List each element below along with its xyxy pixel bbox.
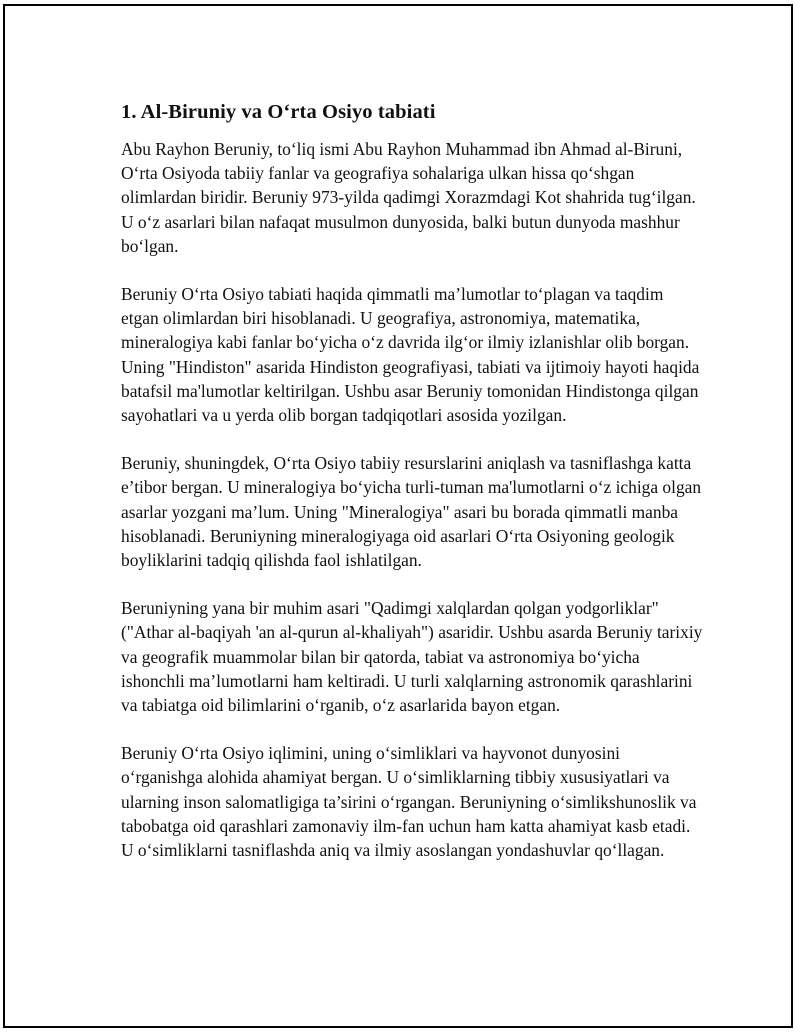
document-body: [121, 98, 703, 886]
page-frame: [3, 4, 793, 1028]
paragraph-3: Beruniy, shuningdek, O‘rta Osiyo tabiiy resurslarini aniqlash va tasniflashga katta e’tibor bergan. U mineralogiya bo‘yicha turli-tuman ma'lumotlarni o‘z ichiga olgan asarlar yozgani ma’lum. Uning "Mineralogiya" asari bu borada qimmatli manba hisoblanadi. Beruniyning mineralogiyaga oid asarlari O‘rta Osiyoning geologik boyliklarini tadqiq qilishda faol ishlatilgan.: [121, 453, 702, 571]
paragraph-5: Beruniy O‘rta Osiyo iqlimini, uning o‘simliklari va hayvonot dunyosini o‘rganishga alohida ahamiyat bergan. U o‘simliklarning tibbiy xususiyatlari va ularning inson salomatligiga ta’sirini o‘rgangan. Beruniyning o‘simlikshunoslik va tabobatga oid qarashlari zamonaviy ilm-fan uchun ham katta ahamiyat kasb etadi. U o‘simliklarni tasniflashda aniq va ilmiy asoslangan yondashuvlar qo‘llagan.: [121, 743, 697, 861]
paragraph-2: Beruniy O‘rta Osiyo tabiati haqida qimmatli ma’lumotlar to‘plagan va taqdim etgan olimlardan biri hisoblanadi. U geografiya, astronomiya, matematika, mineralogiya kabi fanlar bo‘yicha o‘z davrida ilg‘or ilmiy izlanishlar olib borgan. Uning "Hindiston" asarida Hindiston geografiyasi, tabiati va ijtimoiy hayoti haqida batafsil ma'lumotlar keltirilgan. Ushbu asar Beruniy tomonidan Hindistonga qilgan sayohatlari va u yerda olib borgan tadqiqotlari asosida yozilgan.: [121, 284, 700, 426]
paragraph-1: Abu Rayhon Beruniy, to‘liq ismi Abu Rayhon Muhammad ibn Ahmad al-Biruni, O‘rta Osiyoda tabiiy fanlar va geografiya sohalariga ulkan hissa qo‘shgan olimlardan biridir. Beruniy 973-yilda qadimgi Xorazmdagi Kot shahrida tug‘ilgan. U o‘z asarlari bilan nafaqat musulmon dunyosida, balki butun dunyoda mashhur bo‘lgan.: [121, 139, 696, 256]
section-heading: 1. Al-Biruniy va O‘rta Osiyo tabiati: [121, 101, 436, 123]
paragraph-4: Beruniyning yana bir muhim asari "Qadimgi xalqlardan qolgan yodgorliklar" ("Athar al-baqiyah 'an al-qurun al-khaliyah") asaridir. Ushbu asarda Beruniy tarixiy va geografik muammolar bilan bir qatorda, tabiat va astronomiya bo‘yicha ishonchli ma’lumotlarni ham keltiradi. U turli xalqlarning astronomik qarashlarini va tabiatga oid bilimlarini o‘rganib, o‘z asarlarida bayon etgan.: [121, 598, 703, 716]
